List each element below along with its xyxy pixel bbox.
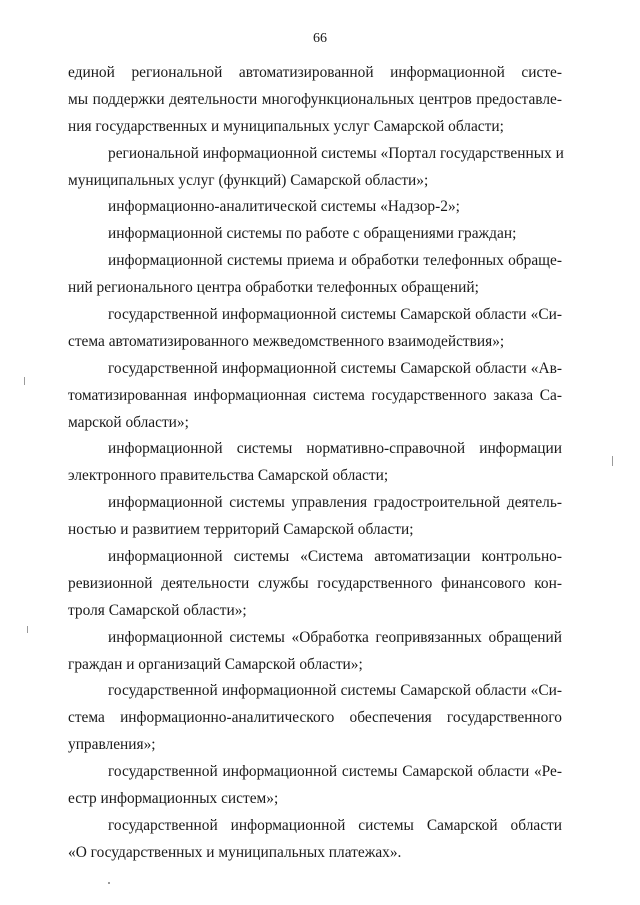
text-line: стема автоматизированного межведомственного взаимодействия»; [68,332,505,350]
text-line: «О государственных и муниципальных платежах». [68,843,402,861]
page-number: 66 [313,31,327,46]
text-line: государственной информационной системы Самарской области [108,816,562,834]
text-line: управления»; [68,736,156,754]
scan-speck [27,626,28,633]
document-body [68,60,562,867]
text-line: информационной системы нормативно-справочной информации [108,440,562,458]
text-line: единой региональной автоматизированной информационной систе- [68,64,562,81]
text-line: информационной системы «Система автоматизации контрольно- [108,548,562,566]
text-line: региональной информационной системы «Портал государственных и [108,144,564,162]
scan-speck [24,377,25,385]
text-line: информационной системы приема и обработки телефонных обраще- [108,252,562,270]
text-line: ния государственных и муниципальных услуг Самарской области; [68,117,504,135]
text-line: государственной информационной системы Самарской области «Ав- [108,359,562,377]
text-line: троля Самарской области»; [68,601,247,619]
scan-speck [612,456,613,466]
text-line: муниципальных услуг (функций) Самарской области»; [68,171,429,189]
scan-speck [108,882,110,884]
text-line: томатизированная информационная система государственного заказа Са- [68,386,562,404]
text-line: ностью и развитием территорий Самарской области; [68,521,414,539]
text-line: мы поддержки деятельности многофункциональных центров предоставле- [68,90,562,108]
text-line: информационно-аналитической системы «Надзор-2»; [108,198,460,216]
text-line: естр информационных систем»; [68,790,279,808]
text-line: государственной информационной системы Самарской области «Си- [108,306,562,324]
text-line: информационной системы «Обработка геопривязанных обращений [108,628,562,646]
text-line: ревизионной деятельности службы государственного финансового кон- [68,574,562,592]
text-line: информационной системы управления градостроительной деятель- [108,494,562,512]
text-line: стема информационно-аналитического обеспечения государственного [68,709,562,727]
text-line: ний регионального центра обработки телефонных обращений; [68,279,479,297]
text-line: марской области»; [68,413,189,431]
text-line: электронного правительства Самарской области; [68,467,389,485]
text-line: информационной системы по работе с обращениями граждан; [108,225,517,243]
text-line: государственной информационной системы Самарской области «Си- [108,682,562,700]
text-line: государственной информационной системы Самарской области «Ре- [108,763,562,781]
text-line: граждан и организаций Самарской области»; [68,655,363,673]
